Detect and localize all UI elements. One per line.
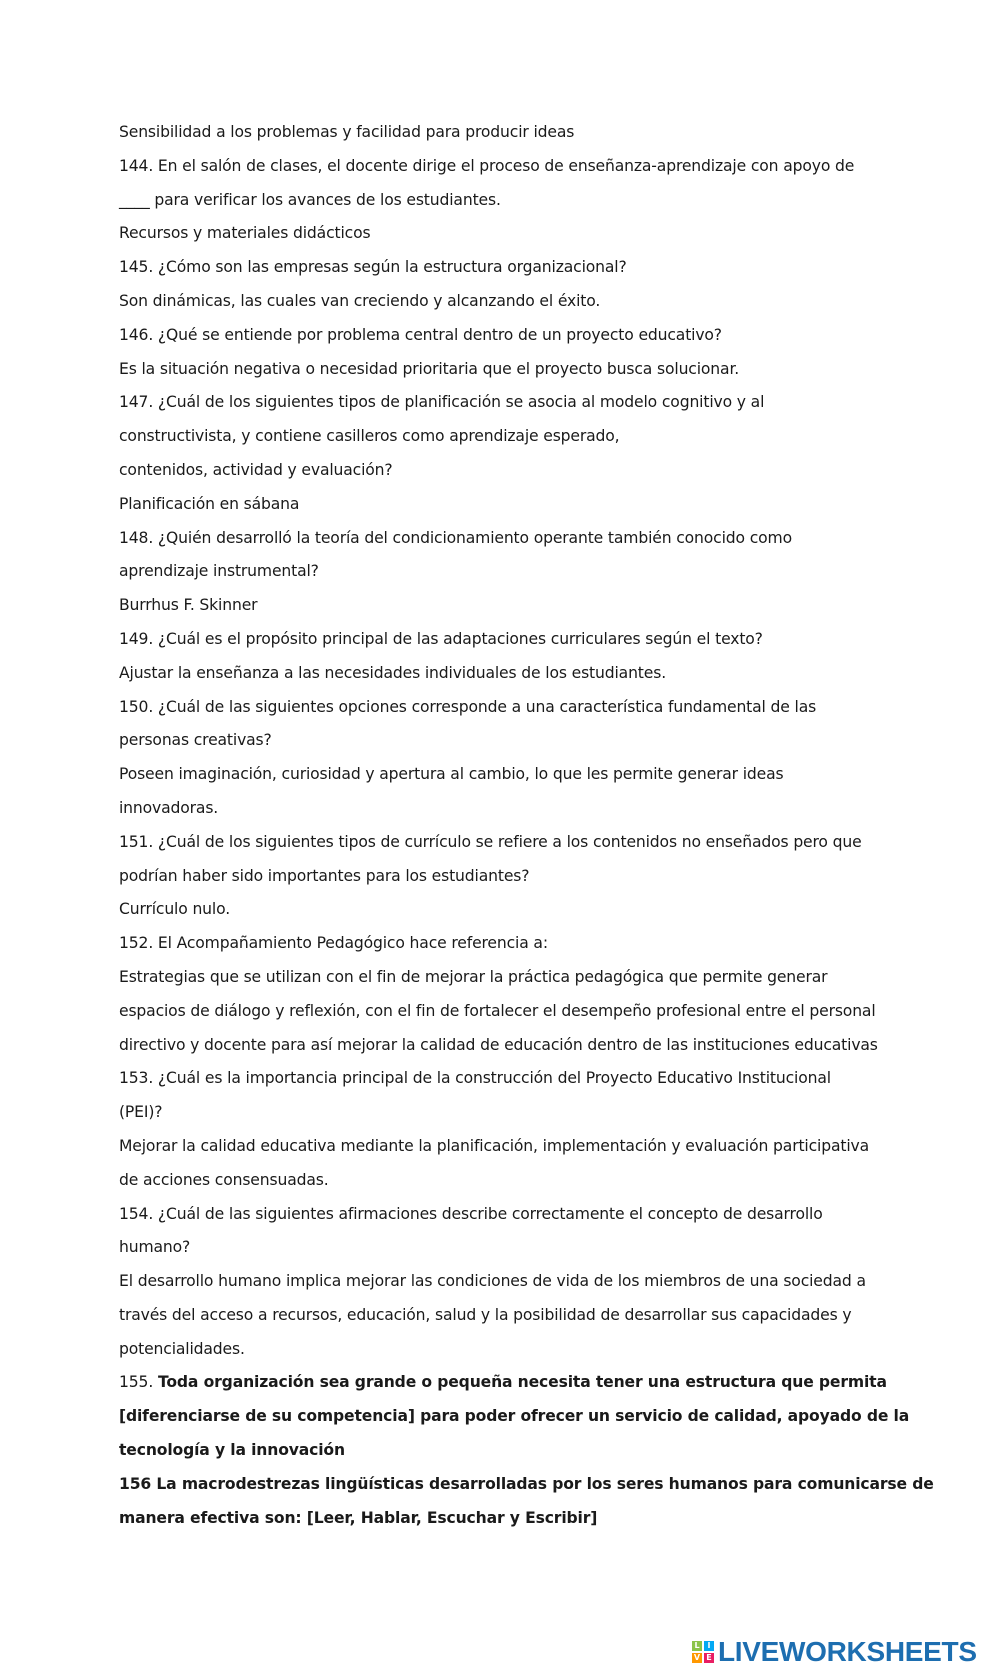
worksheet-text xyxy=(119,116,934,1535)
text-line: 145. ¿Cómo son las empresas según la estructura organizacional? xyxy=(119,258,627,277)
text-line: El desarrollo humano implica mejorar las condiciones de vida de los miembros de una sociedad a xyxy=(119,1272,866,1291)
text-line: Mejorar la calidad educativa mediante la planificación, implementación y evaluación participativa xyxy=(119,1136,870,1155)
text-line: espacios de diálogo y reflexión, con el fin de fortalecer el desempeño profesional entre el personal xyxy=(119,1001,876,1020)
text-line: Sensibilidad a los problemas y facilidad para producir ideas xyxy=(119,123,575,141)
text-line: través del acceso a recursos, educación, salud y la posibilidad de desarrollar sus capacidades y xyxy=(119,1305,852,1324)
text-line: Son dinámicas, las cuales van creciendo y alcanzando el éxito. xyxy=(119,291,601,310)
text-line: 149. ¿Cuál es el propósito principal de las adaptaciones curriculares según el texto? xyxy=(119,629,763,648)
question-155-line-1 xyxy=(119,1366,887,1400)
logo-cell-v: V xyxy=(693,1653,701,1662)
text-line: Currículo nulo. xyxy=(119,900,231,919)
text-line: Burrhus F. Skinner xyxy=(119,596,258,615)
text-line: 151. ¿Cuál de los siguientes tipos de currículo se refiere a los contenidos no enseñados pero que xyxy=(119,832,862,851)
text-line: humano? xyxy=(119,1238,191,1257)
text-line: directivo y docente para así mejorar la calidad de educación dentro de las instituciones educativas xyxy=(119,1035,878,1054)
text-line: 153. ¿Cuál es la importancia principal de la construcción del Proyecto Educativo Institucional xyxy=(119,1069,831,1088)
question-155-text: Toda organización sea grande o pequeña necesita tener una estructura que permita xyxy=(157,1373,887,1392)
text-line: 147. ¿Cuál de los siguientes tipos de planificación se asocia al modelo cognitivo y al xyxy=(119,393,765,412)
text-line: Estrategias que se utilizan con el fin de mejorar la práctica pedagógica que permite generar xyxy=(119,967,828,986)
text-line: de acciones consensuadas. xyxy=(119,1170,329,1189)
text-line: aprendizaje instrumental? xyxy=(119,562,319,581)
logo-cell-l: L xyxy=(692,1641,702,1651)
text-line: Recursos y materiales didácticos xyxy=(119,224,371,243)
text-line: innovadoras. xyxy=(119,798,219,817)
question-156-line-1: 156 La macrodestrezas lingüísticas desarrolladas por los seres humanos para comunicarse de xyxy=(119,1474,934,1493)
question-155-line-2: [diferenciarse de su competencia] para poder ofrecer un servicio de calidad, apoyado de la xyxy=(119,1407,910,1426)
liveworksheets-logo[interactable] xyxy=(692,1635,977,1669)
text-line: ____ para verificar los avances de los estudiantes. xyxy=(119,190,501,209)
text-line: potencialidades. xyxy=(119,1339,245,1358)
text-line: 148. ¿Quién desarrolló la teoría del condicionamiento operante también conocido como xyxy=(119,528,792,547)
text-line: 146. ¿Qué se entiende por problema central dentro de un proyecto educativo? xyxy=(119,325,722,344)
text-line: Planificación en sábana xyxy=(119,494,300,513)
text-line: Ajustar la enseñanza a las necesidades individuales de los estudiantes. xyxy=(119,663,666,682)
text-line: 152. El Acompañamiento Pedagógico hace referencia a: xyxy=(119,934,548,953)
text-line: 144. En el salón de clases, el docente dirige el proceso de enseñanza-aprendizaje con apoyo de xyxy=(119,156,855,175)
question-156-line-2: manera efectiva son: [Leer, Hablar, Escuchar y Escribir] xyxy=(119,1508,598,1527)
question-155-number: 155. xyxy=(119,1373,158,1392)
logo-cell-e: E xyxy=(704,1653,714,1663)
text-line: Es la situación negativa o necesidad prioritaria que el proyecto busca solucionar. xyxy=(119,359,740,378)
text-line: 150. ¿Cuál de las siguientes opciones corresponde a una característica fundamental de las xyxy=(119,697,817,716)
text-line: 154. ¿Cuál de las siguientes afirmaciones describe correctamente el concepto de desarrollo xyxy=(119,1204,823,1223)
text-line: Poseen imaginación, curiosidad y apertura al cambio, lo que les permite generar ideas xyxy=(119,765,784,784)
text-line: contenidos, actividad y evaluación? xyxy=(119,460,393,479)
text-line: personas creativas? xyxy=(119,731,272,750)
text-line: constructivista, y contiene casilleros como aprendizaje esperado, xyxy=(119,427,620,446)
text-line: podrían haber sido importantes para los estudiantes? xyxy=(119,866,530,885)
logo-text: LIVEWORKSHEETS xyxy=(718,1636,977,1667)
text-line: (PEI)? xyxy=(119,1103,163,1122)
logo-cell-i: I xyxy=(704,1641,714,1651)
logo-icon xyxy=(692,1641,714,1663)
answer-lines xyxy=(119,116,879,1366)
question-155-line-3: tecnología y la innovación xyxy=(119,1441,345,1460)
